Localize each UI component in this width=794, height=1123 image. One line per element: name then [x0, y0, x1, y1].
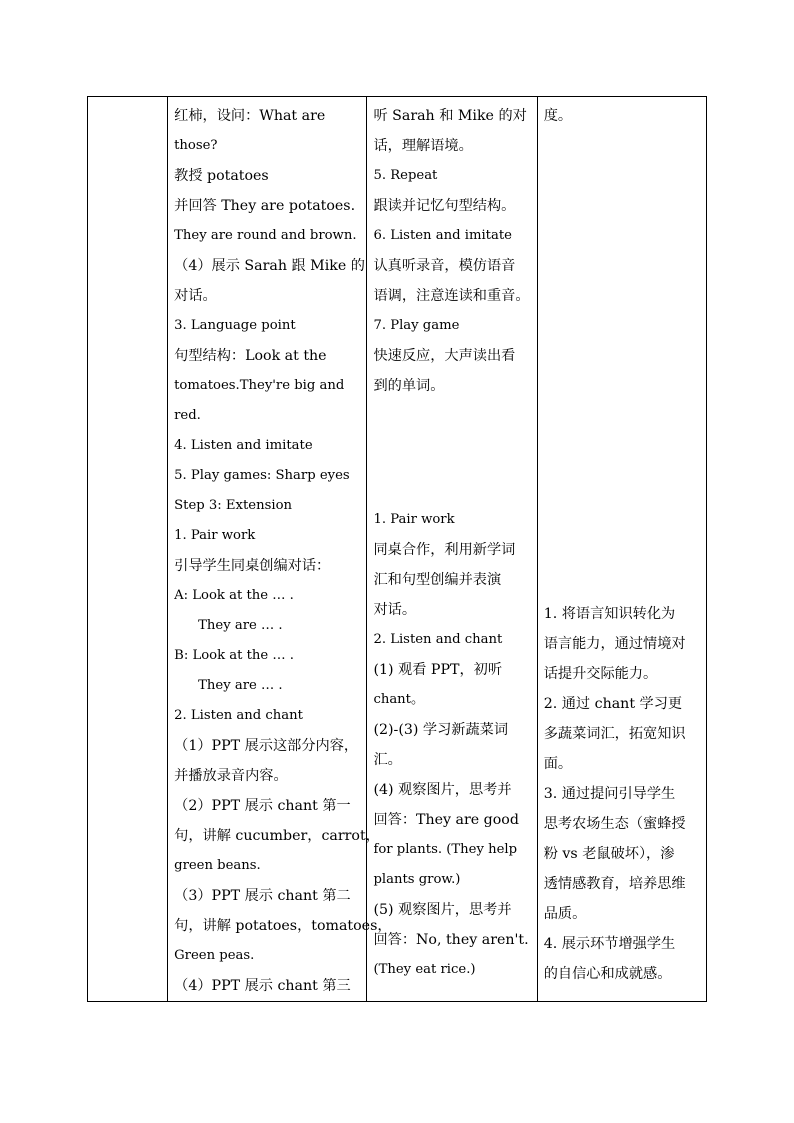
text-line: 同桌合作，利用新学词 [373, 542, 516, 558]
text-line: 1. Pair work [174, 528, 256, 543]
text-line: (They eat rice.) [373, 962, 476, 977]
text-line: 到的单词。 [373, 378, 445, 394]
text-line: 7. Play game [373, 318, 460, 333]
text-line: 认真听录音，模仿语音 [373, 258, 516, 274]
text-line: 跟读并记忆句型结构。 [373, 198, 516, 214]
text-line: A: Look at the … . [174, 588, 294, 603]
text-line: （4）展示 Sarah 跟 Mike 的 [174, 258, 365, 274]
text-line: 话提升交际能力。 [543, 666, 658, 682]
text-line: 句型结构：Look at the [174, 348, 327, 364]
text-line: 的自信心和成就感。 [543, 966, 672, 982]
text-line: 5. Repeat [373, 168, 438, 183]
text-line: 面。 [543, 756, 573, 772]
text-line: （2）PPT 展示 chant 第一 [174, 798, 351, 814]
text-line: 5. Play games: Sharp eyes [174, 468, 350, 483]
stage-cell [88, 97, 168, 1002]
text-line: for plants. (They help [373, 842, 518, 857]
text-line: 并回答 They are potatoes. [174, 198, 356, 214]
text-line: 4. 展示环节增强学生 [543, 936, 676, 952]
text-line: tomatoes.They're big and [174, 378, 345, 393]
text-line: 回答：They are good [373, 812, 519, 828]
text-line: Green peas. [174, 948, 255, 963]
text-line: 度。 [543, 108, 573, 124]
text-line: (5) 观察图片，思考并 [373, 902, 512, 918]
text-line: 汇和句型创编并表演 [373, 572, 502, 588]
text-line: 听 Sarah 和 Mike 的对 [373, 108, 527, 124]
text-line: 并播放录音内容。 [174, 768, 288, 784]
text-line: 3. 通过提问引导学生 [543, 786, 676, 802]
text-line: 透情感教育，培养思维 [543, 876, 686, 892]
text-line: 品质。 [543, 906, 587, 922]
text-line: green beans. [174, 858, 261, 873]
text-line: 1. Pair work [373, 512, 455, 527]
text-line: 话，理解语境。 [373, 138, 473, 154]
text-line: （4）PPT 展示 chant 第三 [174, 978, 351, 994]
text-line: 4. Listen and imitate [174, 438, 313, 453]
text-line: They are round and brown. [174, 228, 357, 243]
student-activity-content [367, 97, 536, 985]
stage-cell-content [88, 97, 167, 101]
spacer [373, 401, 531, 505]
text-line: （1）PPT 展示这部分内容， [174, 738, 359, 754]
text-line: 1. 将语言知识转化为 [543, 606, 676, 622]
text-line: Step 3: Extension [174, 498, 293, 513]
text-line: 引导学生同桌创编对话： [174, 558, 331, 574]
text-line: （3）PPT 展示 chant 第二 [174, 888, 351, 904]
text-line: 对话。 [373, 602, 417, 618]
text-line: plants grow.) [373, 872, 461, 887]
text-line: 语言能力，通过情境对 [543, 636, 686, 652]
text-line: 句，讲解 potatoes，tomatoes， [174, 918, 392, 934]
text-line: 思考农场生态（蜜蜂授 [543, 816, 686, 832]
text-line: 句，讲解 cucumber，carrot， [174, 828, 380, 844]
teacher-activity-content [168, 97, 392, 1001]
text-line: (2)-(3) 学习新蔬菜词 [373, 722, 509, 738]
text-line: 红柿，设问：What are [174, 108, 326, 124]
table-row [88, 97, 707, 1002]
spacer [544, 131, 701, 599]
text-line: (1) 观看 PPT，初听 [373, 662, 503, 678]
text-line: 6. Listen and imitate [373, 228, 512, 243]
text-line: red. [174, 408, 201, 423]
text-line: (4) 观察图片，思考并 [373, 782, 512, 798]
text-line: They are … . [198, 618, 283, 633]
text-line: 语调，注意连读和重音。 [373, 288, 530, 304]
text-line: 2. 通过 chant 学习更 [543, 696, 683, 712]
text-line: 快速反应，大声读出看 [373, 348, 516, 364]
text-line: 2. Listen and chant [174, 708, 303, 723]
text-line: 多蔬菜词汇，拓宽知识 [543, 726, 686, 742]
text-line: 2. Listen and chant [373, 632, 503, 647]
text-line: 粉 vs 老鼠破坏），渗 [543, 846, 675, 862]
text-line: chant。 [373, 692, 425, 707]
text-line: They are … . [198, 678, 283, 693]
lesson-plan-table [87, 96, 707, 1002]
design-intent-cell [537, 97, 706, 1002]
text-line: 回答：No, they aren't. [373, 932, 529, 948]
text-line: those? [174, 138, 218, 153]
teacher-activity-cell [168, 97, 392, 1002]
text-line: 汇。 [373, 752, 402, 768]
design-intent-content [538, 97, 706, 989]
student-activity-cell [367, 97, 537, 1002]
text-line: 对话。 [174, 288, 217, 304]
text-line: 教授 potatoes [174, 168, 269, 184]
text-line: B: Look at the … . [174, 648, 294, 663]
text-line: 3. Language point [174, 318, 296, 333]
